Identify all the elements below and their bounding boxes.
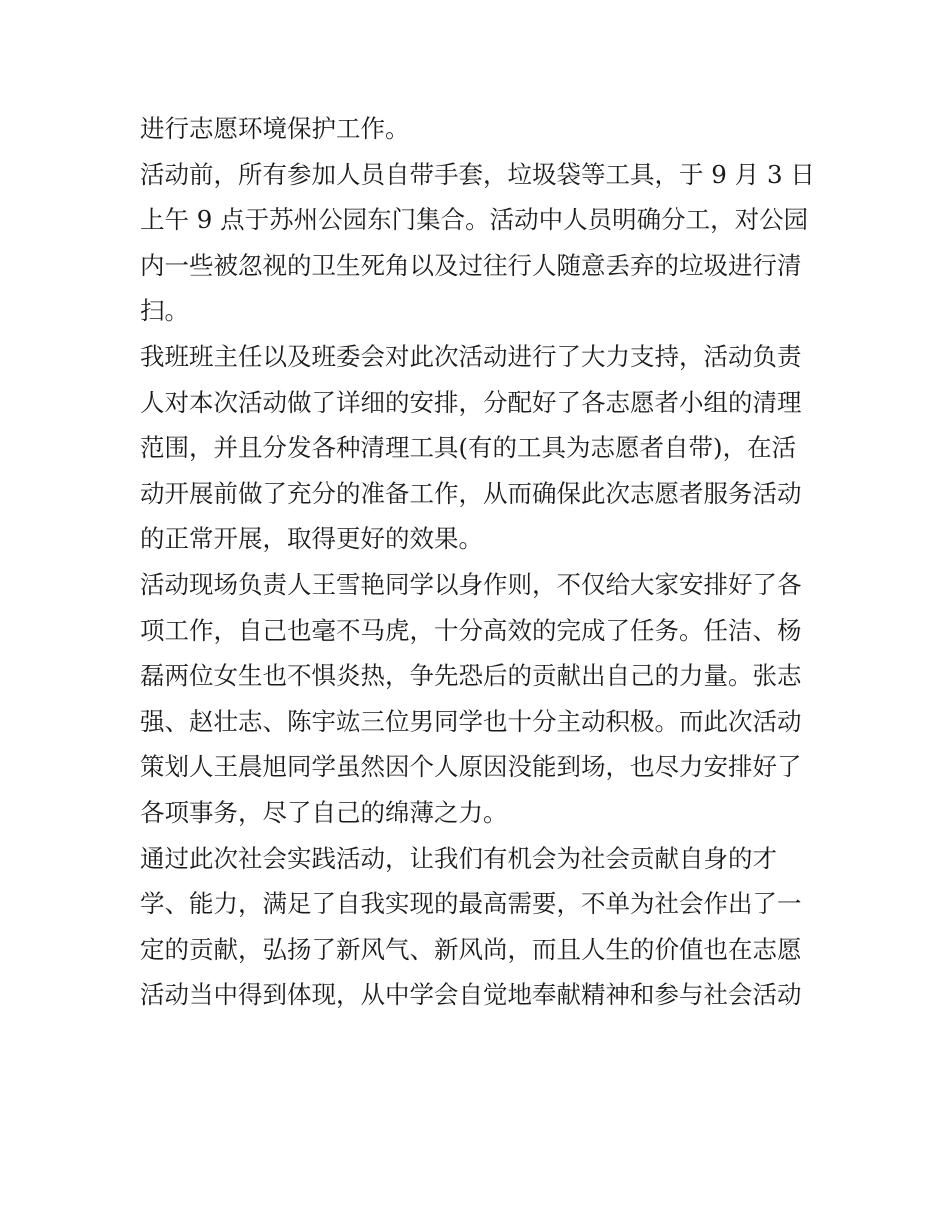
text-line: 上午 9 点于苏州公园东门集合。活动中人员明确分工，对公园	[140, 205, 809, 235]
text-line: 项工作，自己也毫不马虎，十分高效的完成了任务。任洁、杨	[140, 615, 802, 645]
text-line: 内一些被忽视的卫生死角以及过往行人随意丢弃的垃圾进行清	[140, 250, 802, 280]
text-line: 学、能力，满足了自我实现的最高需要，不单为社会作出了一	[140, 889, 802, 919]
text-line: 范围，并且分发各种清理工具(有的工具为志愿者自带)，在活	[140, 433, 797, 463]
document-body	[140, 106, 815, 1018]
text-line: 通过此次社会实践活动，让我们有机会为社会贡献自身的才	[140, 843, 777, 873]
text-line: 动开展前做了充分的准备工作，从而确保此次志愿者服务活动	[140, 478, 802, 508]
text-line: 强、赵壮志、陈宇竑三位男同学也十分主动积极。而此次活动	[140, 706, 802, 736]
text-line: 活动当中得到体现，从中学会自觉地奉献精神和参与社会活动	[140, 980, 802, 1010]
text-line: 策划人王晨旭同学虽然因个人原因没能到场，也尽力安排好了	[140, 752, 802, 782]
text-line: 活动前，所有参加人员自带手套，垃圾袋等工具，于 9 月 3 日	[140, 159, 815, 189]
text-line: 我班班主任以及班委会对此次活动进行了大力支持，活动负责	[140, 341, 802, 371]
text-line: 定的贡献，弘扬了新风气、新风尚，而且人生的价值也在志愿	[140, 934, 802, 964]
text-line: 的正常开展，取得更好的效果。	[140, 524, 483, 554]
text-line: 活动现场负责人王雪艳同学以身作则，不仅给大家安排好了各	[140, 569, 802, 599]
text-line: 进行志愿环境保护工作。	[140, 114, 410, 143]
text-line: 磊两位女生也不惧炎热，争先恐后的贡献出自己的力量。张志	[140, 661, 802, 691]
text-line: 扫。	[140, 296, 189, 326]
text-line: 各项事务，尽了自己的绵薄之力。	[140, 797, 508, 827]
text-line: 人对本次活动做了详细的安排，分配好了各志愿者小组的清理	[140, 387, 802, 417]
